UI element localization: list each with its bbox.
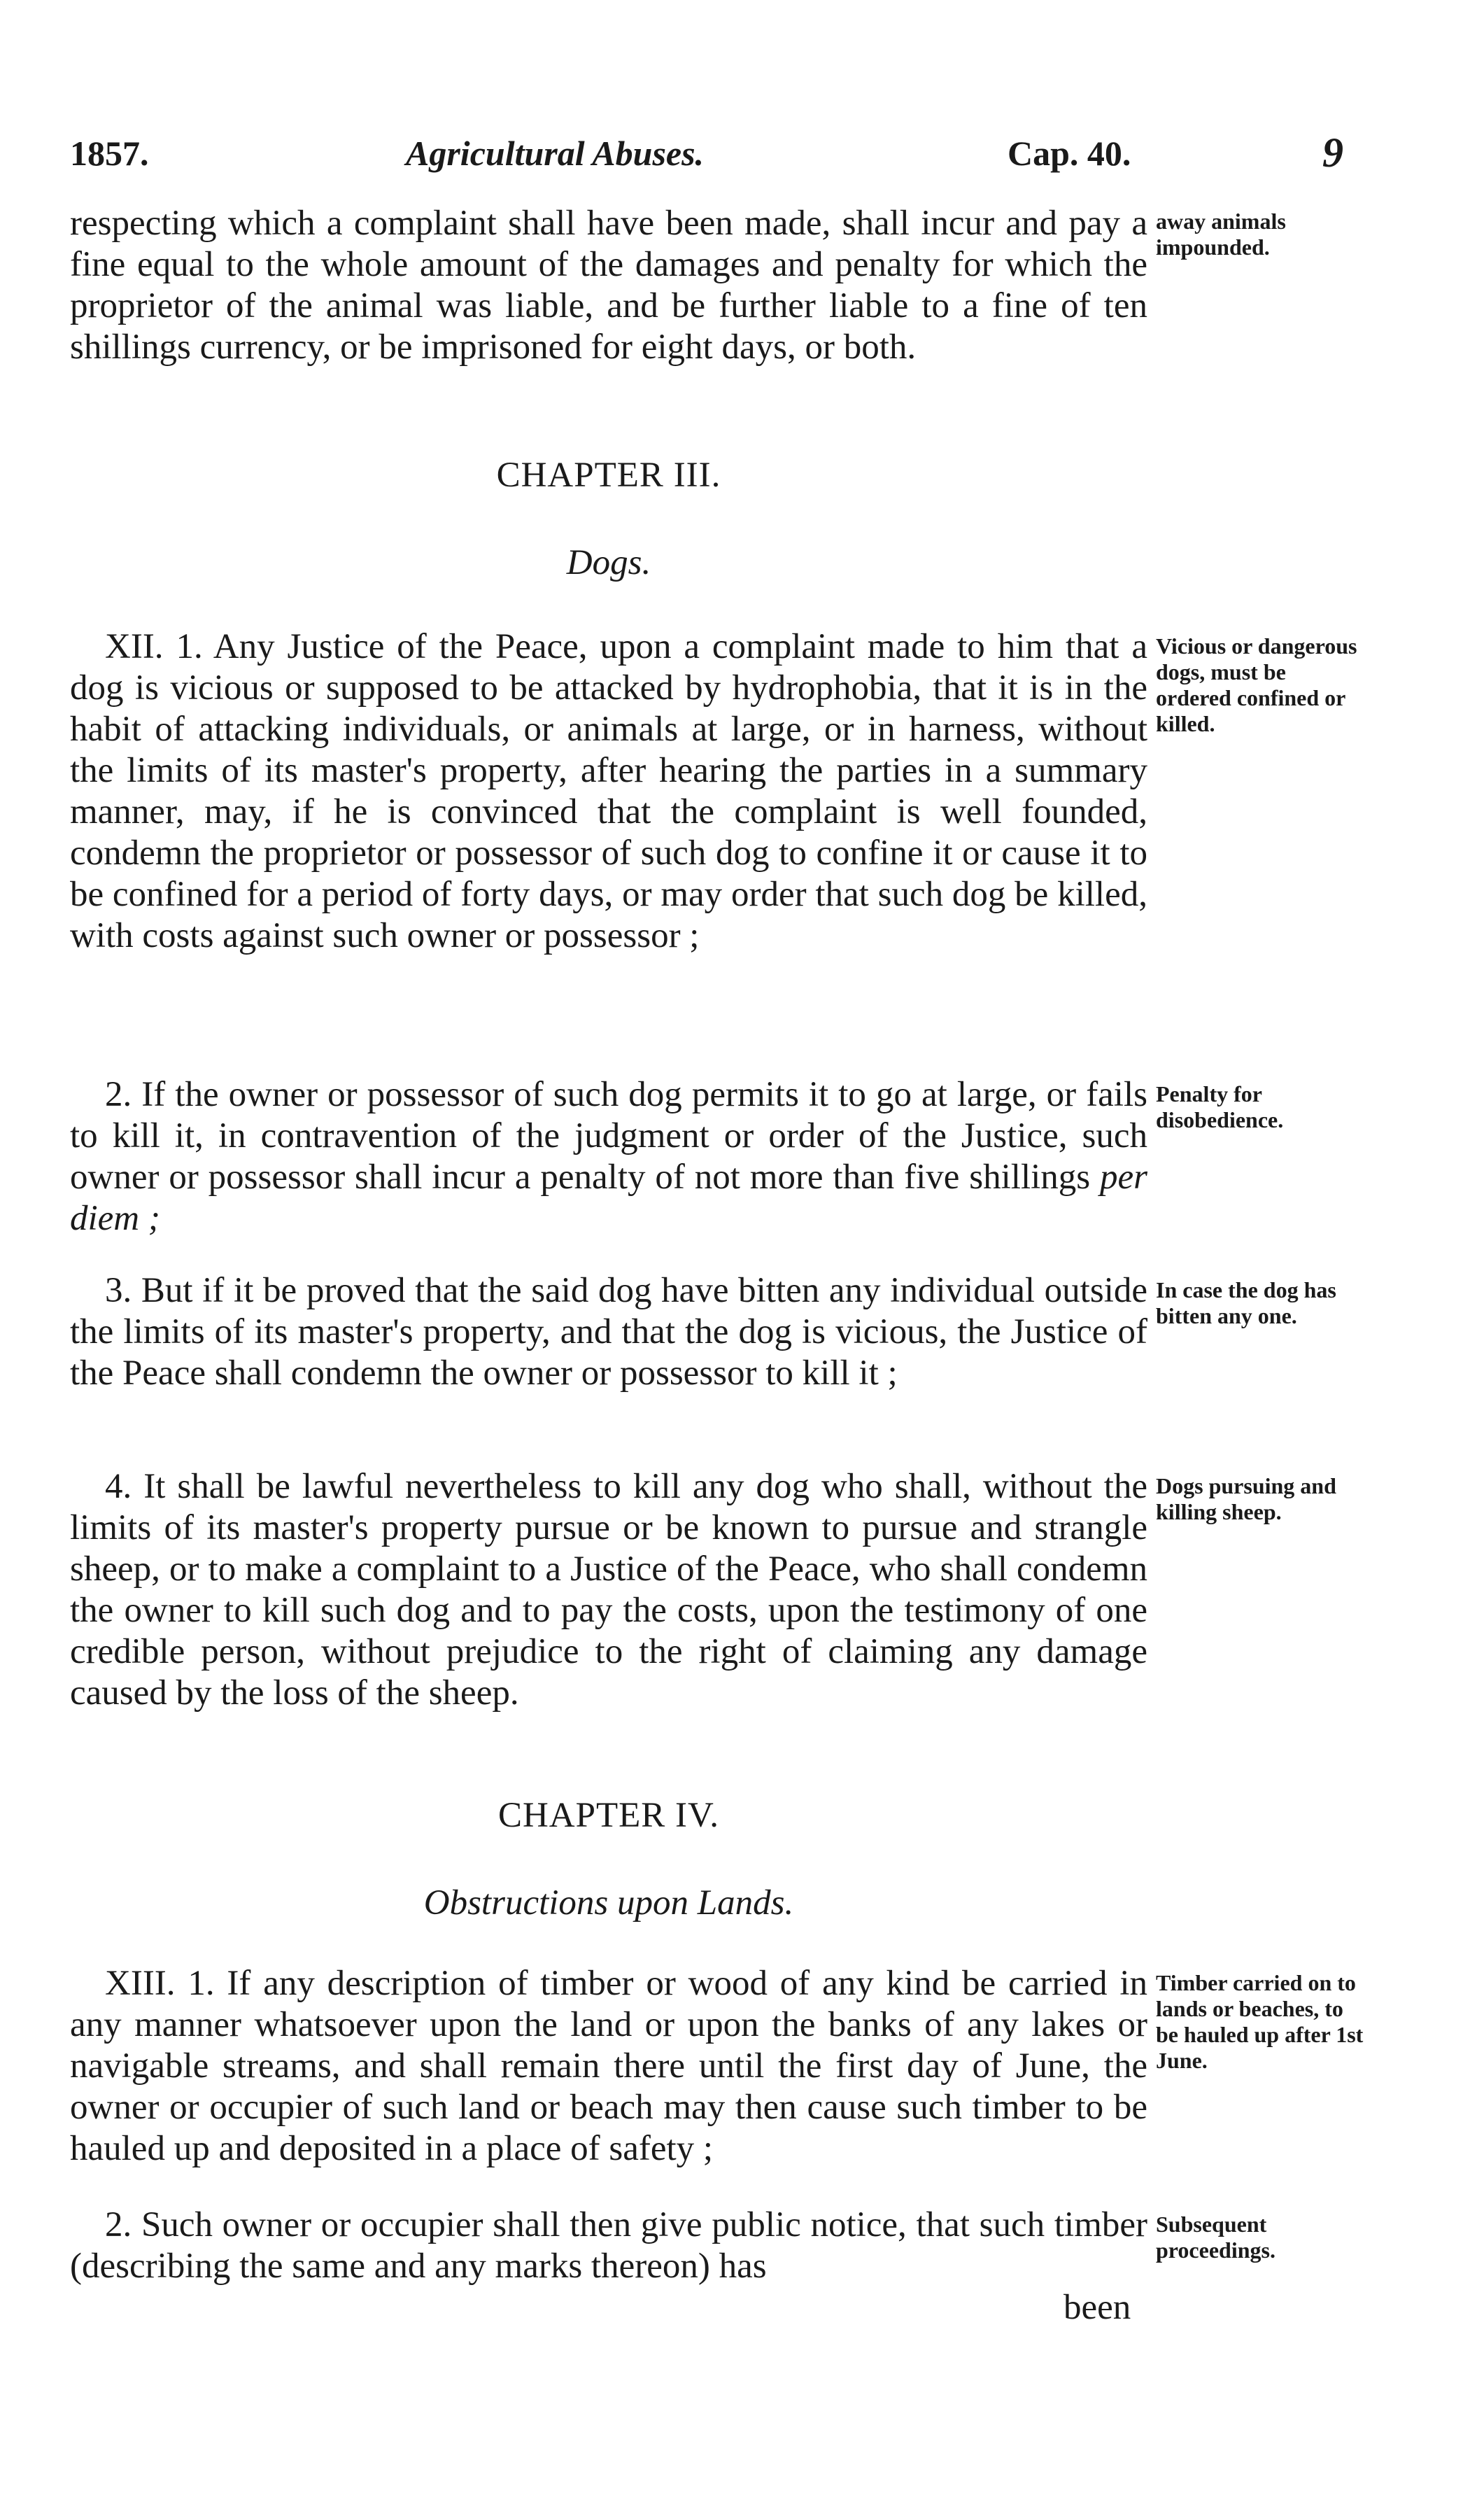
catchword: been	[1063, 2288, 1131, 2327]
margin-note-sheep: Dogs pursuing and killing sheep.	[1156, 1473, 1336, 1524]
section-12-3: 3. But if it be proved that the said dog have bitten any individual outside the limits of its master's property, and that the dog is vicious, the Justice of the Peace shall condemn the owner or possessor to kill it ;	[70, 1271, 1147, 1393]
margin-note-bitten: In case the dog has bitten any one.	[1156, 1277, 1336, 1328]
paragraph-continuation: respecting which a complaint shall have been made, shall incur and pay a fine equal to the whole amount of the damages and penalty for which the proprietor of the animal was liable, and be further liable to a fine of ten shillings currency, or be imprisoned for eight days, or both.	[70, 204, 1147, 367]
header-title: Agricultural Abuses.	[406, 134, 705, 173]
chapter-4-heading: CHAPTER IV.	[497, 1796, 720, 1835]
margin-note-timber: Timber carried on to lands or beaches, to be hauled up after 1st June.	[1156, 1970, 1364, 2073]
header-year: 1857.	[70, 134, 149, 173]
page-number: 9	[1322, 129, 1343, 176]
margin-note-impounded: away animals impounded.	[1156, 209, 1286, 260]
section-12-2-text: 2. If the owner or possessor of such dog permits it to go at large, or fails to kill it, in contravention of the judgment or order of the Justice, such owner or possessor shall incur a penalty of not more than five shillings	[70, 1075, 1147, 1197]
section-12-4: 4. It shall be lawful nevertheless to kill any dog who shall, without the limits of its master's property pursue or be known to pursue and strangle sheep, or to make a complaint to a Justice of the Peace, who shall condemn the owner to kill such dog and to pay the costs, upon the testimony of one credible person, without prejudice to the right of claiming any damage caused by the loss of the sheep.	[70, 1467, 1147, 1713]
section-12-2	[70, 1074, 1147, 1239]
margin-note-penalty: Penalty for disobedience.	[1156, 1081, 1284, 1132]
chapter-4-subtitle: Obstructions upon Lands.	[423, 1883, 794, 1923]
section-13-2: 2. Such owner or occupier shall then give public notice, that such timber (describing the same and any marks thereon) has	[70, 2205, 1147, 2286]
chapter-3-heading: CHAPTER III.	[496, 456, 721, 495]
header-chapter: Cap. 40.	[1008, 134, 1131, 173]
margin-note-vicious-dogs: Vicious or dangerous dogs, must be ordered confined or killed.	[1156, 633, 1357, 736]
section-12-1: XII. 1. Any Justice of the Peace, upon a complaint made to him that a dog is vicious or supposed to be attacked by hydrophobia, that it is in the habit of attacking individuals, or animals at large, or in harness, without the limits of its master's property, after hearing the parties in a summary manner, may, if he is convinced that the complaint is well founded, condemn the proprietor or possessor of such dog to confine it or cause it to be confined for a period of forty days, or may order that such dog be killed, with costs against such owner or possessor ;	[70, 627, 1147, 955]
section-13-1: XIII. 1. If any description of timber or wood of any kind be carried in any manner whatsoever upon the land or upon the banks of any lakes or navigable streams, and shall remain there until the first day of June, the owner or occupier of such land or beach may then cause such timber to be hauled up and deposited in a place of safety ;	[70, 1964, 1147, 2168]
chapter-3-subtitle: Dogs.	[566, 543, 651, 582]
margin-note-subsequent: Subsequent proceedings.	[1156, 2212, 1275, 2263]
running-header	[70, 129, 1385, 182]
section-12-2-italic: per diem ;	[70, 1158, 1147, 1238]
